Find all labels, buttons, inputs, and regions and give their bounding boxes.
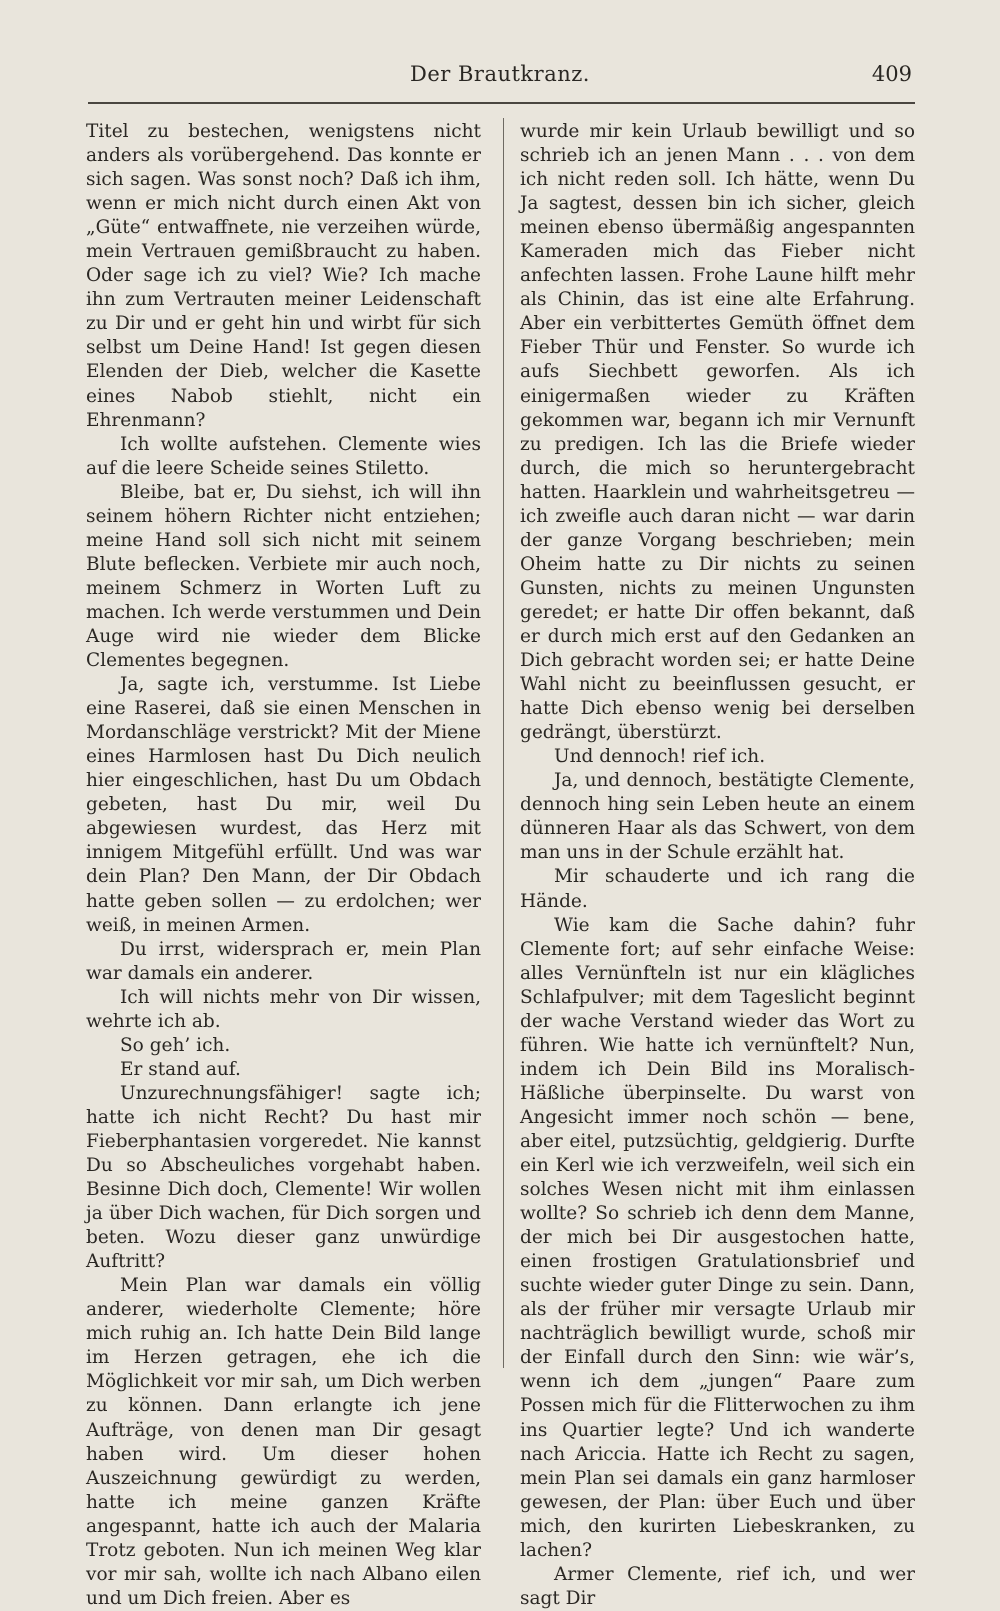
paragraph: Bleibe, bat er, Du siehst, ich will ihn seinem höhern Richter nicht entziehen; meine Hand soll sich nicht mit seinem Blute beflecken. Verbiete mir auch noch, meinem Schmerz in Worten Luft zu machen. Ich werde verstummen und Dein Auge wird nie wieder dem Blicke Clementes begegnen. bbox=[86, 481, 481, 672]
left-column bbox=[86, 120, 481, 1611]
paragraph: Armer Clemente, rief ich, und wer sagt Dir bbox=[520, 1563, 915, 1609]
paragraph: wurde mir kein Urlaub bewilligt und so schrieb ich an jenen Mann . . . von dem ich nicht reden soll. Ich hätte, wenn Du Ja sagtest, dessen bin ich sicher, gleich meinen ebenso übermäßig angespannten Kameraden mich das Fieber nicht anfechten lassen. Frohe Laune hilft mehr als Chinin, das ist eine alte Erfahrung. Aber ein verbittertes Gemüth öffnet dem Fieber Thür und Fenster. So wurde ich aufs Siechbett geworfen. Als ich einigermaßen wieder zu Kräften gekommen war, begann ich mir Vernunft zu predigen. Ich las die Briefe wieder durch, die mich so heruntergebracht hatten. Haarklein und wahrheitsgetreu — ich zweifle auch daran nicht — war darin der ganze Vorgang beschrieben; mein Oheim hatte zu Dir nichts zu seinen Gunsten, nichts zu meinen Ungunsten geredet; er hatte Dir offen bekannt, daß er durch mich erst auf den Gedanken an Dich gebracht worden sei; er hatte Deine Wahl nicht zu beeinflussen gesucht, er hatte Dich ebenso wenig bei derselben gedrängt, überstürzt. bbox=[520, 121, 915, 744]
paragraph: Er stand auf. bbox=[120, 1058, 241, 1080]
page-number: 409 bbox=[871, 62, 912, 86]
right-column bbox=[520, 120, 915, 1611]
running-head bbox=[0, 62, 1000, 90]
column-divider bbox=[503, 118, 504, 1368]
paragraph: So geh’ ich. bbox=[120, 1034, 231, 1056]
paragraph: Du irrst, widersprach er, mein Plan war damals ein anderer. bbox=[86, 938, 481, 984]
paragraph: Mir schauderte und ich rang die Hände. bbox=[520, 866, 915, 912]
paragraph: Und dennoch! rief ich. bbox=[554, 746, 766, 768]
paragraph: Unzurechnungsfähiger! sagte ich; hatte ich nicht Recht? Du hast mir Fieberphantasien vorgeredet. Nie kannst Du so Abscheuliches vorgehabt haben. Besinne Dich doch, Clemente! Wir wollen ja über Dich wachen, für Dich sorgen und beten. Wozu dieser ganz unwürdige Auftritt? bbox=[86, 1082, 481, 1273]
paragraph: Ja, und dennoch, bestätigte Clemente, dennoch hing sein Leben heute an einem dünneren Haar als das Schwert, von dem man uns in der Schule erzählt hat. bbox=[520, 770, 915, 864]
paragraph: Wie kam die Sache dahin? fuhr Clemente fort; auf sehr einfache Weise: alles Vernünfteln ist nur ein klägliches Schlafpulver; mit dem Tageslicht beginnt der wache Verstand wieder das Wort zu führen. Wie hatte ich vernünftelt? Nun, indem ich Dein Bild ins Moralisch-Häßliche überpinselte. Du warst von Angesicht immer noch schön — bene, aber eitel, putzsüchtig, geldgierig. Durfte ein Kerl wie ich verzweifeln, weil sich ein solches Wesen nicht mit ihm einlassen wollte? So schrieb ich denn dem Manne, der mich bei Dir ausgestochen hatte, einen frostigen Gratulationsbrief und suchte wieder guter Dinge zu sein. Dann, als der früher mir versagte Urlaub mir nachträglich bewilligt wurde, schoß mir der Einfall durch den Sinn: wie wär’s, wenn ich dem „jungen“ Paare zum Possen mich für die Flitterwochen zu ihm ins Quartier legte? Und ich wanderte nach Ariccia. Hatte ich Recht zu sagen, mein Plan sei damals ein ganz harmloser gewesen, der Plan: über Euch und über mich, den kurirten Liebeskranken, zu lachen? bbox=[520, 914, 915, 1561]
header-rule bbox=[88, 102, 915, 104]
paragraph: Ja, sagte ich, verstumme. Ist Liebe eine Raserei, daß sie einen Menschen in Mordanschläge verstrickt? Mit der Miene eines Harmlosen hast Du Dich neulich hier eingeschlichen, hast Du um Obdach gebeten, hast Du mir, weil Du abgewiesen wurdest, das Herz mit innigem Mitgefühl erfüllt. Und was war dein Plan? Den Mann, der Dir Obdach hatte geben sollen — zu erdolchen; wer weiß, in meinen Armen. bbox=[86, 674, 481, 936]
running-title: Der Brautkranz. bbox=[410, 62, 590, 86]
paragraph: Ich will nichts mehr von Dir wissen, wehrte ich ab. bbox=[86, 986, 481, 1032]
paragraph: Ich wollte aufstehen. Clemente wies auf die leere Scheide seines Stiletto. bbox=[86, 433, 481, 479]
paragraph: Titel zu bestechen, wenigstens nicht anders als vorübergehend. Das konnte er sich sagen. Was sonst noch? Daß ich ihm, wenn er mich nicht durch einen Akt von „Güte“ entwaffnete, nie verzeihen würde, mein Vertrauen gemißbraucht zu haben. Oder sage ich zu viel? Wie? Ich mache ihn zum Vertrauten meiner Leidenschaft zu Dir und er geht hin und wirbt für sich selbst um Deine Hand! Ist gegen diesen Elenden der Dieb, welcher die Kasette eines Nabob stiehlt, nicht ein Ehrenmann? bbox=[86, 121, 481, 431]
paragraph: Mein Plan war damals ein völlig anderer, wiederholte Clemente; höre mich ruhig an. Ich hatte Dein Bild lange im Herzen getragen, ehe ich die Möglichkeit vor mir sah, um Dich werben zu können. Dann erlangte ich jene Aufträge, von denen man Dir gesagt haben wird. Um dieser hohen Auszeichnung gewürdigt zu werden, hatte ich meine ganzen Kräfte angespannt, hatte ich auch der Malaria Trotz geboten. Nun ich meinen Weg klar vor mir sah, wollte ich nach Albano eilen und um Dich freien. Aber es bbox=[86, 1275, 481, 1609]
